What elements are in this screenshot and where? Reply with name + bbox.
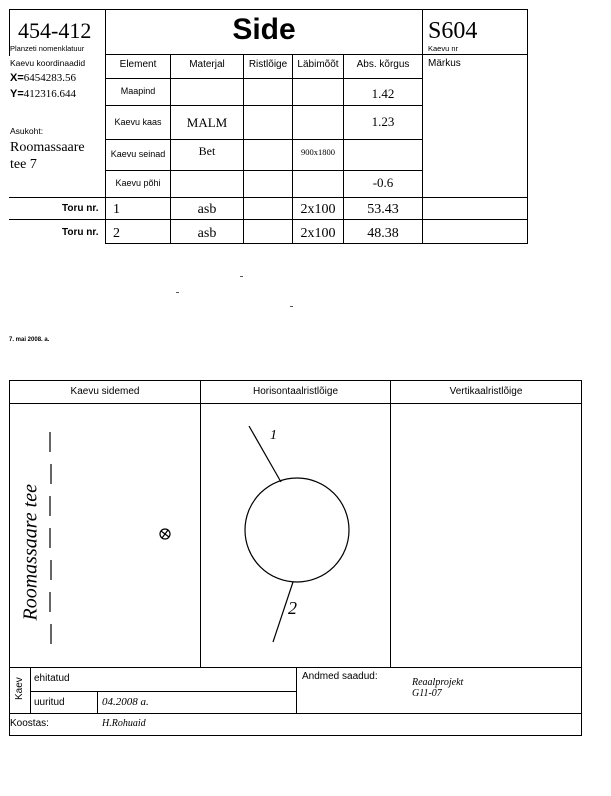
author-label: Koostas: — [10, 718, 49, 729]
pipe-label-1: 1 — [270, 428, 277, 443]
pipe1-height: 53.43 — [367, 202, 399, 217]
x-coordinate — [10, 72, 76, 84]
row-seinad-material: Bet — [198, 144, 216, 158]
pipe2-height: 48.38 — [367, 226, 399, 241]
planzet-number: 454-412 — [18, 18, 92, 43]
header-vertikaal: Vertikaalristlõige — [449, 386, 523, 397]
built-label: ehitatud — [34, 673, 70, 684]
row-pohi-height: -0.6 — [372, 175, 394, 190]
address-line2: tee 7 — [10, 157, 37, 172]
scan-speck — [176, 292, 179, 293]
header-kaevu-sidemed: Kaevu sidemed — [70, 386, 140, 397]
surveyed-label: uuritud — [34, 697, 65, 708]
data-from-value-1: Reaalprojekt — [412, 677, 464, 688]
col-header-element: Element — [119, 59, 157, 70]
planzet-caption: Planzeti nomenklatuur — [10, 44, 85, 53]
row-seinad-diameter: 900x1800 — [301, 147, 335, 157]
col-header-height: Abs. kõrgus — [356, 59, 410, 70]
row-maapind-height: 1.42 — [371, 86, 395, 101]
col-header-section: Ristlõige — [248, 59, 288, 70]
pipe1-diameter: 2x100 — [300, 202, 336, 217]
row-pohi-element: Kaevu põhi — [115, 178, 161, 188]
pipe1-material: asb — [197, 202, 217, 217]
date-note: 7. mai 2008. a. — [9, 337, 50, 343]
well-number: S604 — [428, 18, 478, 44]
x-label: X= — [10, 72, 24, 84]
row-kaas-element: Kaevu kaas — [114, 117, 162, 127]
surveyed-value: 04.2008 a. — [102, 696, 149, 708]
x-value: 6454283.56 — [23, 72, 77, 84]
pipe2-diameter: 2x100 — [300, 226, 336, 241]
well-circle — [245, 478, 349, 582]
coords-label: Kaevu koordinaadid — [10, 58, 86, 68]
row-maapind-element: Maapind — [120, 86, 156, 96]
author-value: H.Rohuaid — [102, 718, 146, 729]
row-kaas-material: MALM — [186, 115, 228, 130]
page-title: Side — [232, 13, 296, 46]
row-seinad-element: Kaevu seinad — [110, 149, 166, 159]
kaev-label: Kaev — [14, 677, 25, 700]
row-kaas-height: 1.23 — [371, 114, 395, 129]
col-header-material: Materjal — [189, 59, 225, 70]
y-label: Y= — [10, 88, 24, 100]
address-label: Asukoht: — [10, 126, 44, 136]
pipe2-label: Toru nr. — [62, 227, 99, 238]
header-horisontaal: Horisontaalristlõige — [252, 386, 339, 397]
y-value: 412316.644 — [23, 88, 77, 100]
pipe-label-2: 2 — [288, 598, 297, 618]
pipe1-label: Toru nr. — [62, 203, 99, 214]
street-handwriting: Roomassaare tee — [19, 484, 42, 621]
col-header-diameter: Läbimõõt — [297, 59, 339, 70]
remarks-label: Märkus — [428, 58, 461, 69]
y-coordinate — [10, 88, 76, 100]
scan-speck — [240, 276, 243, 277]
horizontal-section-sketch — [201, 404, 390, 666]
pipe2-number: 2 — [113, 226, 120, 241]
scan-speck — [290, 306, 293, 307]
address-line1: Roomassaare — [10, 140, 85, 155]
data-from-label: Andmed saadud: — [302, 671, 378, 682]
well-caption: Kaevu nr — [428, 44, 459, 53]
data-from-value-2: G11-07 — [412, 688, 442, 699]
pipe2-material: asb — [197, 226, 217, 241]
pipe1-number: 1 — [113, 202, 120, 217]
